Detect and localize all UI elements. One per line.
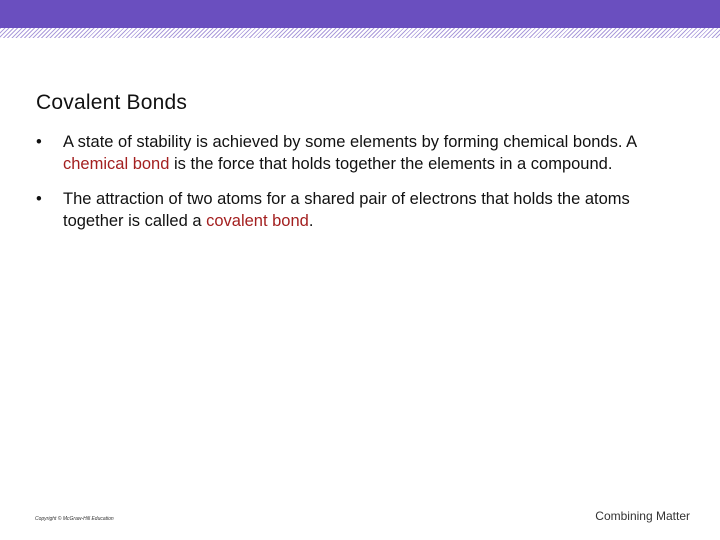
bullet-text-tail: is the force that holds together the elements in a compound. — [169, 154, 613, 173]
header-bar — [0, 0, 720, 28]
term-chemical-bond: chemical bond — [63, 154, 170, 173]
bullet-list — [36, 132, 656, 246]
footer-chapter-title: Combining Matter — [595, 509, 690, 523]
slide-title: Covalent Bonds — [36, 91, 188, 114]
bullet-item-covalent-bond — [36, 189, 656, 232]
bullet-item-chemical-bond — [36, 132, 656, 175]
copyright-notice: Copyright © McGraw-Hill Education — [35, 516, 114, 522]
header-dither — [0, 28, 720, 38]
bullet-marker: • — [36, 133, 42, 151]
bullet-text: The attraction of two atoms for a shared pair of electrons that holds the atoms together is called a — [63, 190, 630, 230]
bullet-text-tail: . — [308, 211, 314, 230]
bullet-text: A state of stability is achieved by some elements by forming chemical bonds. A — [63, 133, 637, 151]
bullet-marker: • — [36, 190, 42, 208]
term-covalent-bond: covalent bond — [206, 211, 309, 230]
